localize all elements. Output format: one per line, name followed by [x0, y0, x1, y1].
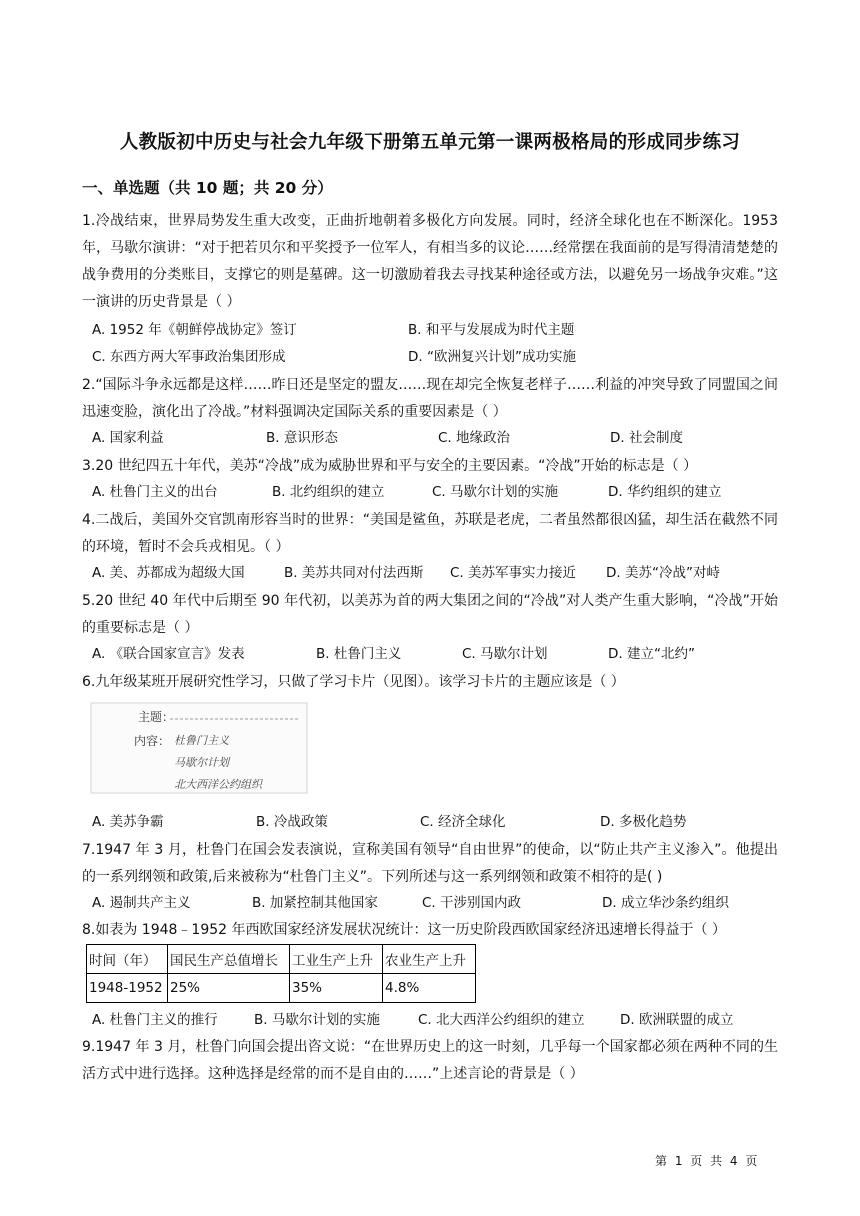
question-3-text: 3.20 世纪四五十年代，美苏“冷战”成为威胁世界和平与安全的主要因素。“冷战”开始的标志是（ ）	[82, 458, 698, 474]
option-c: C. 经济全球化	[420, 814, 506, 830]
question-6-text: 6.九年级某班开展研究性学习，只做了学习卡片（见图）。该学习卡片的主题应该是（ ）	[82, 674, 625, 690]
question-7-options	[82, 891, 782, 915]
table-cell: 1948-1952	[87, 974, 168, 1003]
economy-table	[86, 944, 476, 1003]
option-d: D. 社会制度	[610, 430, 683, 446]
option-b: B. 马歇尔计划的实施	[254, 1012, 380, 1028]
table-cell: 35%	[290, 974, 383, 1003]
option-c: C. 地缘政治	[438, 430, 511, 446]
section-header: 一、单选题（共 10 题；共 20 分）	[82, 179, 333, 197]
option-d: D. 美苏“冷战”对峙	[606, 565, 720, 581]
option-c: C. 马歇尔计划	[462, 646, 548, 662]
question-5-text: 5.20 世纪 40 年代中后期至 90 年代初，以美苏为首的两大集团之间的“冷战”对人类产生重大影响，“冷战”开始的重要标志是（ ）	[82, 593, 778, 636]
question-8-text: 8.如表为 1948﹣1952 年西欧国家经济发展状况统计：这一历史阶段西欧国家经济迅速增长得益于（ ）	[82, 922, 726, 938]
table-row	[87, 974, 476, 1003]
question-6-options	[82, 810, 782, 834]
option-d: D. “欧洲复兴计划”成功实施	[408, 349, 576, 365]
question-3-options	[82, 480, 782, 504]
option-a: A. 美、苏都成为超级大国	[92, 565, 245, 581]
card-content-label: 内容：	[134, 734, 171, 748]
option-d: D. 多极化趋势	[600, 814, 687, 830]
question-1-text: 1.冷战结束，世界局势发生重大改变，正曲折地朝着多极化方向发展。同时，经济全球化也在不断深化。1953 年，马歇尔演讲：“对于把若贝尔和平奖授予一位军人，有相当多的议论……经常摆在我面前的是写得清清楚楚的战争费用的分类账目，支撑它的则是墓碑。这一切激励着我去寻找某种途径或方法，以避免另一场战争灾难。”这一演讲的历史背景是（ ）	[82, 213, 778, 310]
option-c: C. 干涉别国内政	[422, 895, 522, 911]
option-b: B. 北约组织的建立	[272, 484, 385, 500]
option-d: D. 建立“北约”	[608, 646, 695, 662]
option-c: C. 北大西洋公约组织的建立	[418, 1012, 585, 1028]
question-1-options	[82, 318, 782, 342]
option-a: A. 杜鲁门主义的出台	[92, 484, 218, 500]
question-5-options	[82, 642, 782, 666]
table-header-row	[87, 945, 476, 974]
option-d: D. 成立华沙条约组织	[602, 895, 729, 911]
table-cell: 4.8%	[383, 974, 476, 1003]
question-8-options	[82, 1008, 782, 1032]
option-a: A. 国家利益	[92, 430, 164, 446]
option-b: B. 和平与发展成为时代主题	[408, 322, 575, 338]
option-a: A. 1952 年《朝鲜停战协定》签订	[92, 322, 297, 338]
page-footer: 第 1 页 共 4 页	[655, 1154, 760, 1168]
option-b: B. 加紧控制其他国家	[252, 895, 378, 911]
card-item: 杜鲁门主义	[174, 734, 229, 747]
option-b: B. 意识形态	[266, 430, 338, 446]
question-2-text: 2.“国际斗争永远都是这样……昨日还是坚定的盟友……现在却完全恢复老样子……利益的冲突导致了同盟国之间迅速变脸，演化出了冷战。”材料强调决定国际关系的重要因素是（ ）	[82, 377, 778, 420]
table-header-cell: 农业生产上升	[383, 945, 476, 974]
study-card-image	[90, 700, 310, 796]
option-b: B. 杜鲁门主义	[316, 646, 402, 662]
question-4-text: 4.二战后，美国外交官凯南形容当时的世界：“美国是鲨鱼，苏联是老虎，二者虽然都很凶猛，却生活在截然不同的环境，暂时不会兵戎相见。（ ）	[82, 512, 778, 555]
question-4-options	[82, 561, 782, 585]
question-1-options-2	[82, 345, 782, 369]
table-header-cell: 国民生产总值增长	[168, 945, 290, 974]
option-c: C. 东西方两大军事政治集团形成	[92, 349, 286, 365]
option-c: C. 美苏军事实力接近	[450, 565, 577, 581]
option-c: C. 马歇尔计划的实施	[432, 484, 559, 500]
table-header-cell: 工业生产上升	[290, 945, 383, 974]
card-item: 马歇尔计划	[174, 756, 229, 769]
table-cell: 25%	[168, 974, 290, 1003]
card-item: 北大西洋公约组织	[174, 778, 262, 791]
document-title: 人教版初中历史与社会九年级下册第五单元第一课两极格局的形成同步练习	[119, 132, 741, 153]
option-a: A. 遏制共产主义	[92, 895, 191, 911]
option-d: D. 华约组织的建立	[608, 484, 722, 500]
option-a: A. 《联合国家宣言》发表	[92, 646, 245, 662]
table-header-cell: 时间（年）	[87, 945, 168, 974]
question-7-text: 7.1947 年 3 月，杜鲁门在国会发表演说，宣称美国有领导“自由世界”的使命，以“防止共产主义渗入”。他提出的一系列纲领和政策,后来被称为“杜鲁门主义”。下列所述与这一系列纲领和政策不相符的是( )	[82, 842, 778, 885]
option-a: A. 美苏争霸	[92, 814, 164, 830]
option-d: D. 欧洲联盟的成立	[620, 1012, 734, 1028]
question-9-text: 9.1947 年 3 月，杜鲁门向国会提出咨文说：“在世界历史上的这一时刻，几乎每一个国家都必须在两种不同的生活方式中进行选择。这种选择是经常的而不是自由的……”上述言论的背景是（ ）	[82, 1039, 778, 1082]
option-b: B. 美苏共同对付法西斯	[284, 565, 424, 581]
card-topic-label: 主题：	[138, 710, 175, 724]
option-b: B. 冷战政策	[256, 814, 328, 830]
option-a: A. 杜鲁门主义的推行	[92, 1012, 218, 1028]
question-2-options	[82, 426, 782, 450]
